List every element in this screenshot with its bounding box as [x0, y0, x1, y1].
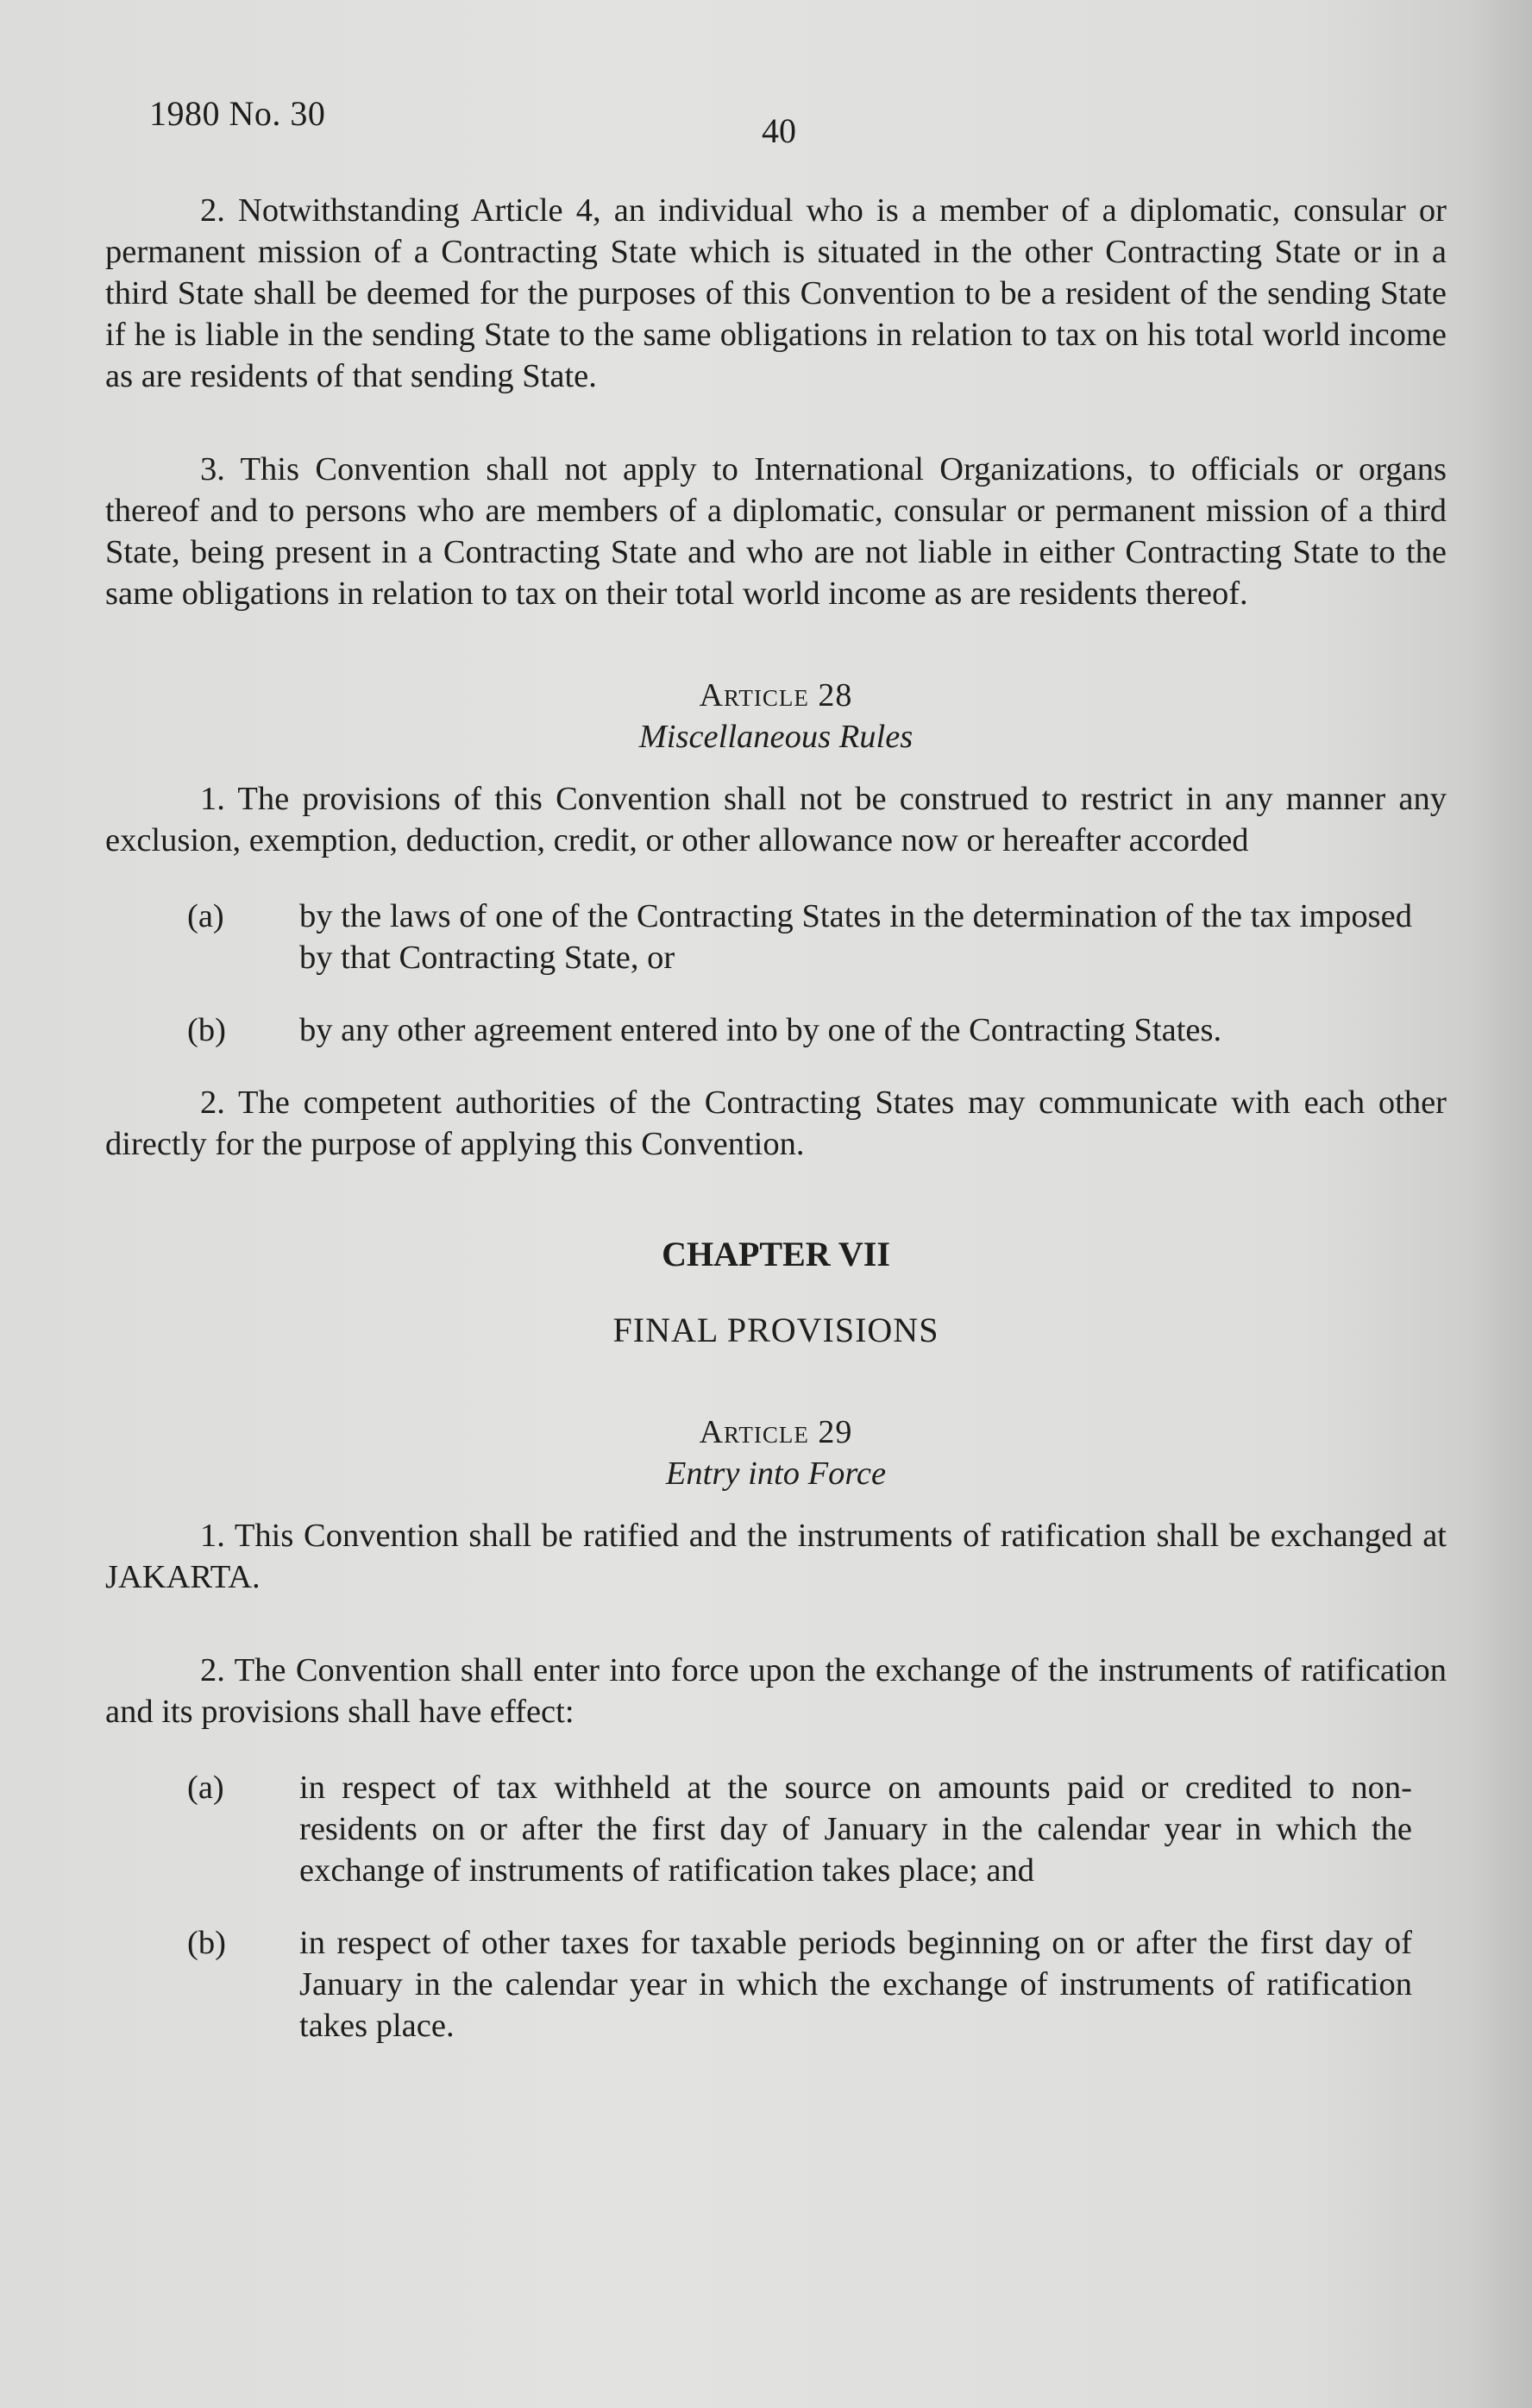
article-29-paragraph-2: 2. The Convention shall enter into force upon the exchange of the instruments of ratification and its provisions shall have effect: [105, 1652, 1447, 1730]
paragraph-article27-2: 2. Notwithstanding Article 4, an individual who is a member of a diplomatic, consular or permanent mission of a Contracting State which is situated in the other Contracting State or in a third State shall be deemed for the purposes of this Convention to be a resident of the sending State if he is liable in the sending State to the same obligations in relation to tax on his total world income as are residents of that sending State. [105, 192, 1447, 394]
article-28-paragraph-1: 1. The provisions of this Convention shall not be construed to restrict in any manner any exclusion, exemption, deduction, credit, or other allowance now or hereafter accorded [105, 781, 1447, 858]
item-label: (a) [187, 1770, 224, 1806]
article-28-paragraph-2: 2. The competent authorities of the Contracting States may communicate with each other directly for the purpose of applying this Convention. [105, 1085, 1447, 1162]
item-text: in respect of other taxes for taxable periods beginning on or after the first day of January in the calendar year in which the exchange of instruments of ratification takes place. [299, 1925, 1412, 2044]
article-29-subheading: Entry into Force [665, 1455, 887, 1492]
item-label: (b) [187, 1925, 226, 1961]
document-body [105, 190, 1447, 2078]
page-number: 40 [762, 111, 796, 150]
article-28-heading: Article 28 [699, 677, 853, 714]
item-label: (b) [187, 1012, 226, 1048]
article-28-subheading: Miscellaneous Rules [638, 719, 914, 755]
article-29-heading: Article 29 [699, 1414, 853, 1450]
page-spine-shadow [1467, 0, 1532, 2408]
article-28-item-a [105, 896, 1447, 978]
article-29-item-a [105, 1767, 1447, 1891]
item-text: by any other agreement entered into by one of the Contracting States. [299, 1012, 1222, 1048]
item-label: (a) [187, 898, 224, 934]
chapter-subtitle: FINAL PROVISIONS [612, 1311, 939, 1349]
article-29-item-b [105, 1922, 1447, 2046]
article-29-paragraph-1: 1. This Convention shall be ratified and the instruments of ratification shall be exchanged at JAKARTA. [105, 1518, 1447, 1595]
article-28-item-b [105, 1009, 1447, 1051]
running-head: 1980 No. 30 [149, 94, 326, 133]
chapter-title: CHAPTER VII [662, 1235, 890, 1273]
item-text: by the laws of one of the Contracting States in the determination of the tax imposed by that Contracting State, or [299, 898, 1412, 976]
item-text: in respect of tax withheld at the source on amounts paid or credited to non-residents on or after the first day of January in the calendar year in which the exchange of instruments of ratification takes place; and [299, 1770, 1412, 1889]
paragraph-article27-3: 3. This Convention shall not apply to International Organizations, to officials or organs thereof and to persons who are members of a diplomatic, consular or permanent mission of a third State, being present in a Contracting State and who are not liable in either Contracting State to the same obligations in relation to tax on their total world income as are residents thereof. [105, 451, 1447, 612]
